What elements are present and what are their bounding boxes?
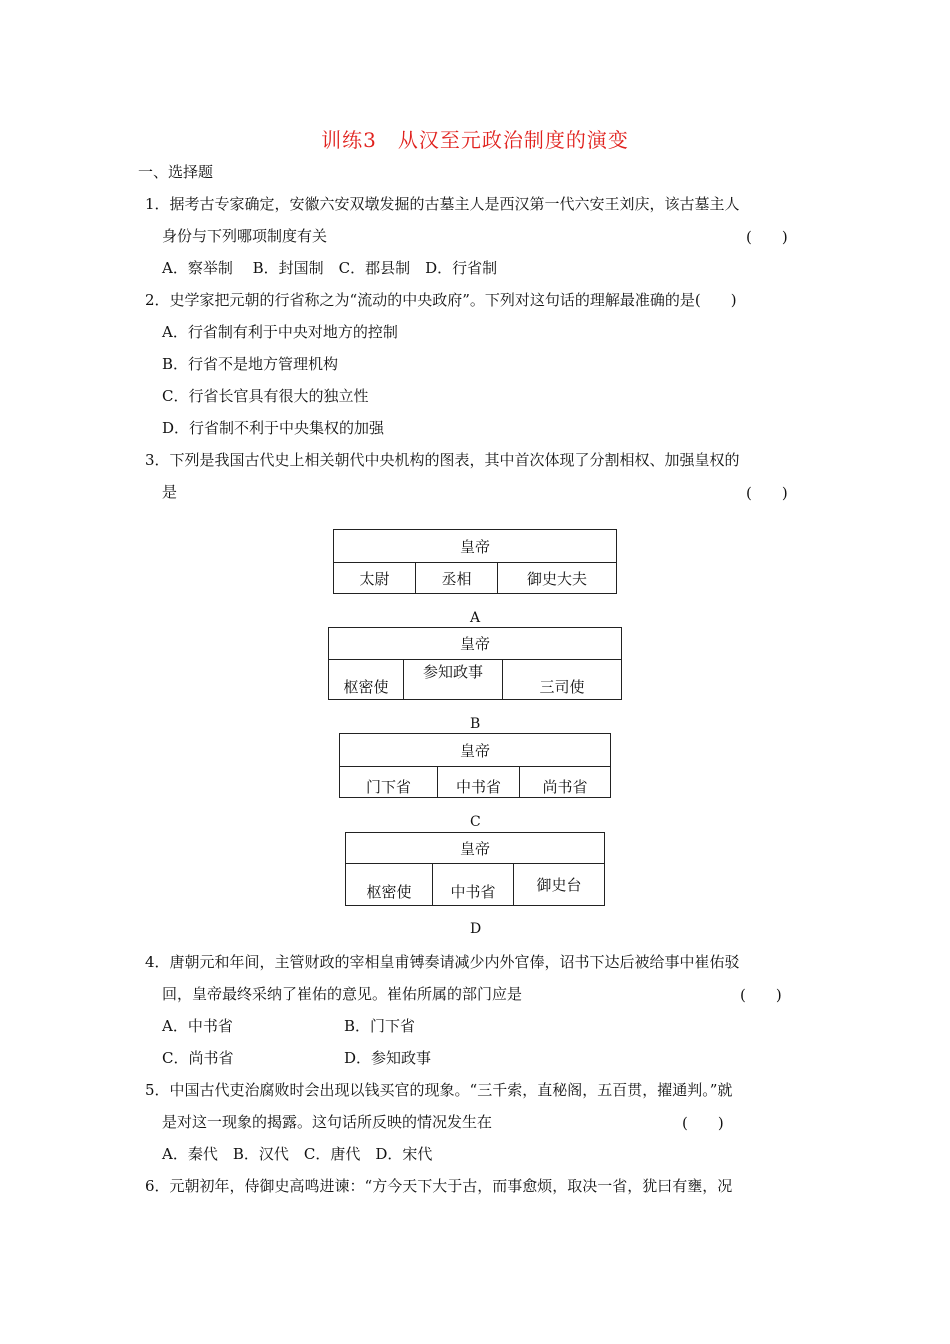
chart-c-label: C bbox=[470, 814, 481, 830]
chart-c-cell-1: 门下省 bbox=[340, 767, 438, 798]
q2-option-b: B．行省不是地方管理机构 bbox=[162, 355, 339, 373]
chart-d-label: D bbox=[470, 921, 482, 937]
q1-options: A．察举制 B．封国制 C．郡县制 D．行省制 bbox=[162, 259, 498, 277]
chart-c-cell-2: 中书省 bbox=[438, 767, 520, 798]
q3-line2: 是 bbox=[162, 483, 178, 501]
q4-answer-blank: ( ) bbox=[740, 986, 782, 1004]
chart-b-cell-3: 三司使 bbox=[503, 660, 622, 700]
q1-line2: 身份与下列哪项制度有关 bbox=[162, 227, 328, 245]
q5-line1: 5．中国古代吏治腐败时会出现以钱买官的现象。“三千索，直秘阁，五百贯，擢通判。”就 bbox=[145, 1081, 733, 1099]
chart-b-cell-2: 参知政事 bbox=[404, 660, 503, 700]
section-heading: 一、选择题 bbox=[138, 163, 214, 181]
org-chart-d bbox=[345, 832, 605, 906]
q1-line1: 1．据考古专家确定，安徽六安双墩发掘的古墓主人是西汉第一代六安王刘庆，该古墓主人 bbox=[145, 195, 740, 213]
q4-line2: 回，皇帝最终采纳了崔佑的意见。崔佑所属的部门应是 bbox=[162, 985, 523, 1003]
q2-line1: 2．史学家把元朝的行省称之为“流动的中央政府”。下列对这句话的理解最准确的是( ) bbox=[145, 291, 737, 309]
q2-option-c: C．行省长官具有很大的独立性 bbox=[162, 387, 369, 405]
chart-d-top: 皇帝 bbox=[346, 833, 605, 864]
q4-option-a: A．中书省 bbox=[162, 1017, 233, 1035]
q3-answer-blank: ( ) bbox=[746, 484, 788, 502]
q4-option-b: B．门下省 bbox=[344, 1017, 416, 1035]
q1-answer-blank: ( ) bbox=[746, 228, 788, 246]
q3-line1: 3．下列是我国古代史上相关朝代中央机构的图表，其中首次体现了分割相权、加强皇权的 bbox=[145, 451, 740, 469]
q2-option-a: A．行省制有利于中央对地方的控制 bbox=[162, 323, 398, 341]
q4-option-c: C．尚书省 bbox=[162, 1049, 234, 1067]
chart-a-cell-1: 太尉 bbox=[334, 563, 416, 594]
q6-line1: 6．元朝初年，侍御史高鸣进谏：“方今天下大于古，而事愈烦，取决一省，犹曰有壅，况 bbox=[145, 1177, 733, 1195]
org-chart-b bbox=[328, 627, 622, 700]
chart-a-top: 皇帝 bbox=[334, 530, 617, 563]
chart-d-cell-1: 枢密使 bbox=[346, 864, 433, 906]
chart-b-top: 皇帝 bbox=[329, 628, 622, 660]
chart-c-top: 皇帝 bbox=[340, 734, 611, 767]
chart-d-cell-3: 御史台 bbox=[514, 864, 605, 906]
page-title: 训练3 从汉至元政治制度的演变 bbox=[321, 128, 629, 152]
chart-b-label: B bbox=[470, 716, 481, 732]
q5-line2: 是对这一现象的揭露。这句话所反映的情况发生在 bbox=[162, 1113, 493, 1131]
q4-line1: 4．唐朝元和年间，主管财政的宰相皇甫镈奏请减少内外官俸，诏书下达后被给事中崔佑驳 bbox=[145, 953, 740, 971]
chart-b-cell-1: 枢密使 bbox=[329, 660, 404, 700]
q2-option-d: D．行省制不利于中央集权的加强 bbox=[162, 419, 385, 437]
q5-options: A．秦代 B．汉代 C．唐代 D．宋代 bbox=[162, 1145, 433, 1163]
chart-c-cell-3: 尚书省 bbox=[520, 767, 611, 798]
chart-d-cell-2: 中书省 bbox=[433, 864, 514, 906]
q5-answer-blank: ( ) bbox=[682, 1114, 724, 1132]
chart-a-cell-3: 御史大夫 bbox=[498, 563, 617, 594]
chart-a-cell-2: 丞相 bbox=[416, 563, 498, 594]
chart-a-label: A bbox=[470, 610, 481, 626]
org-chart-a bbox=[333, 529, 617, 594]
q4-option-d: D．参知政事 bbox=[344, 1049, 432, 1067]
org-chart-c bbox=[339, 733, 611, 798]
